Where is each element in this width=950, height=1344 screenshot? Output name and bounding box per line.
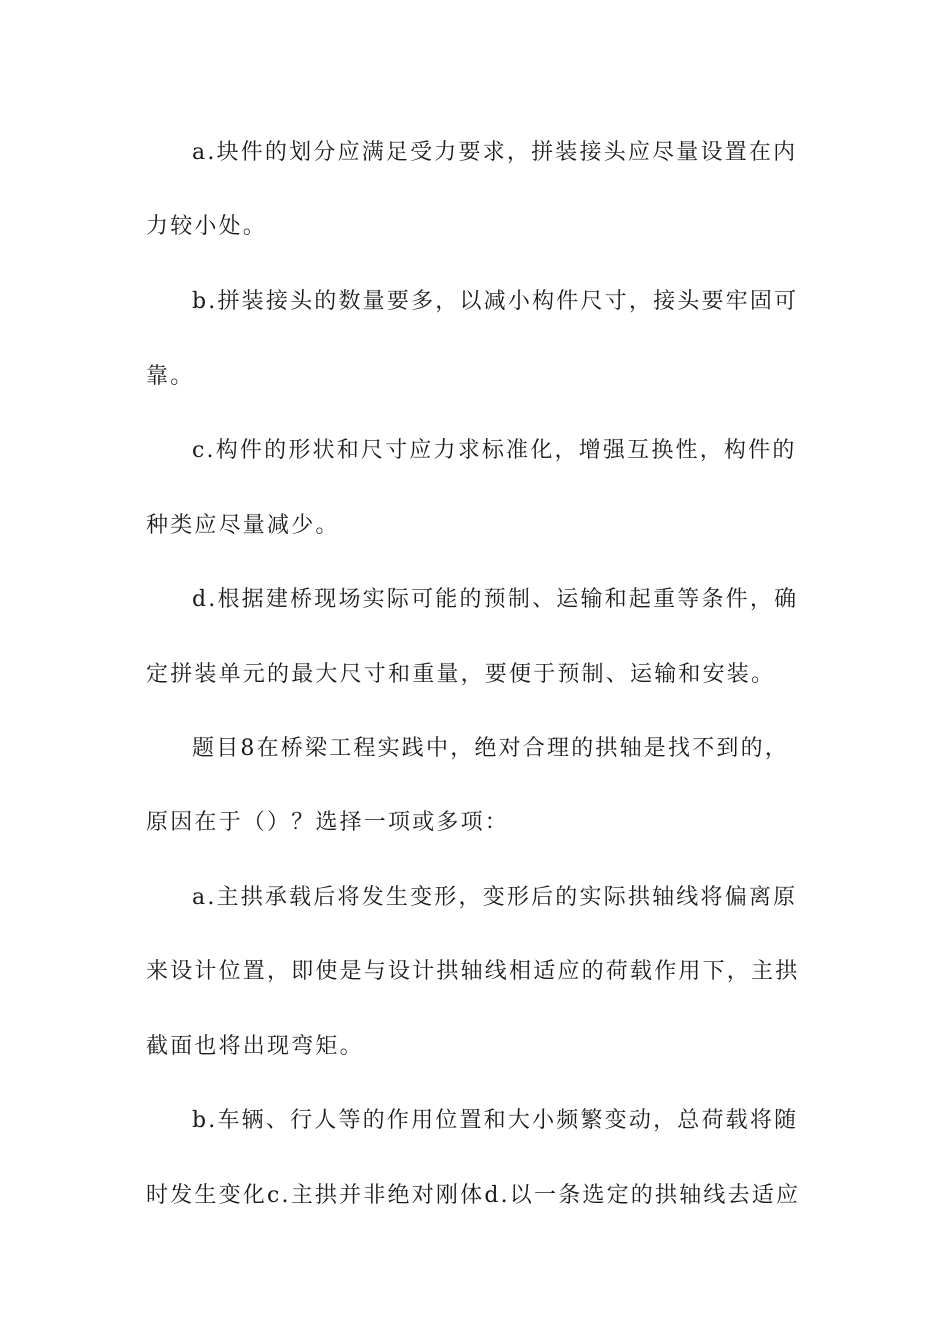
question-title: 题目8在桥梁工程实践中，绝对合理的拱轴是找不到的， [192, 736, 789, 761]
text-line: 原因在于（）？选择一项或多项： [146, 810, 510, 835]
text-line: d.根据建桥现场实际可能的预制、运输和起重等条件，确 [192, 587, 799, 612]
text-line: 力较小处。 [146, 214, 268, 239]
text-line: a.主拱承载后将发生变形，变形后的实际拱轴线将偏离原 [192, 885, 798, 910]
text-line: b.拼装接头的数量要多，以减小构件尺寸，接头要牢固可 [192, 289, 799, 314]
text-line: c.构件的形状和尺寸应力求标准化，增强互换性，构件的 [192, 438, 797, 463]
text-line: 定拼装单元的最大尺寸和重量，要便于预制、运输和安装。 [146, 662, 776, 687]
text-line: 截面也将出现弯矩。 [146, 1034, 364, 1059]
text-line: 靠。 [146, 364, 195, 389]
text-line: a.块件的划分应满足受力要求，拼装接头应尽量设置在内 [192, 140, 798, 165]
text-line: b.车辆、行人等的作用位置和大小频繁变动，总荷载将随 [192, 1108, 799, 1133]
text-line: 时发生变化c.主拱并非绝对刚体d.以一条选定的拱轴线去适应 [146, 1183, 801, 1208]
text-line: 来设计位置，即使是与设计拱轴线相适应的荷载作用下，主拱 [146, 959, 800, 984]
text-line: 种类应尽量减少。 [146, 513, 340, 538]
